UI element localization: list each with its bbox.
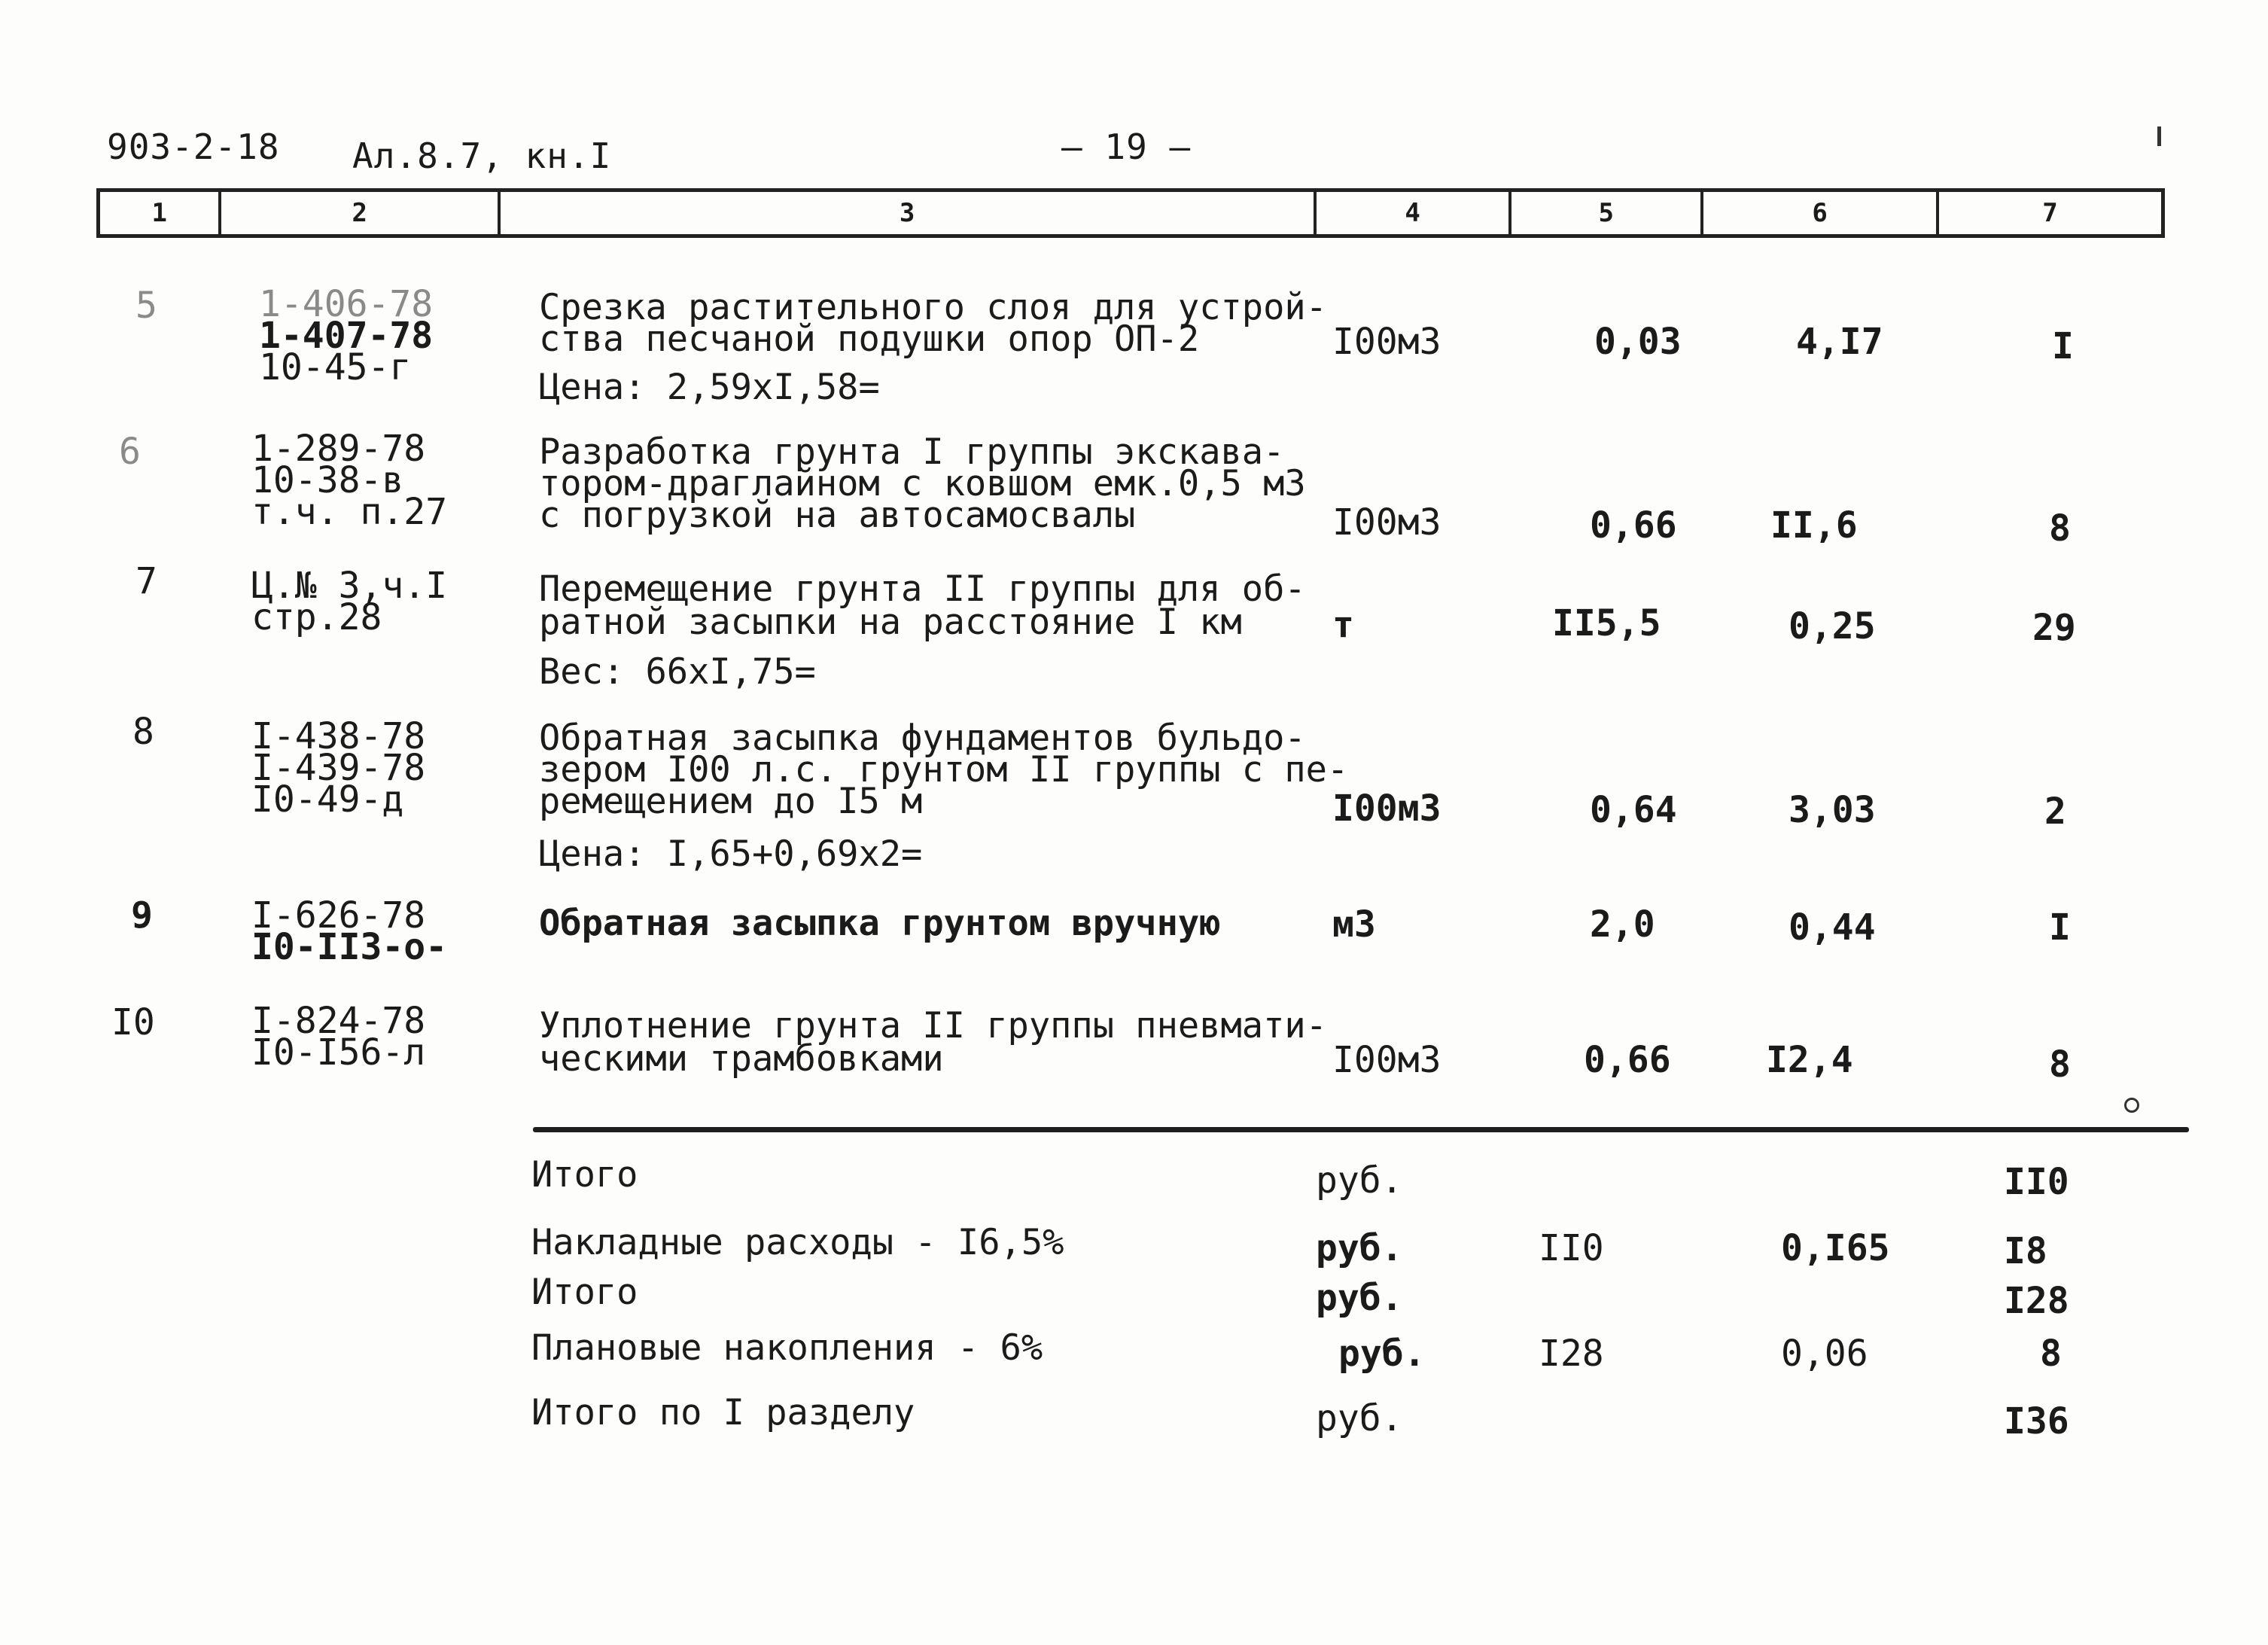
totals-value: I28 bbox=[2004, 1280, 2069, 1322]
totals-label: Итого bbox=[531, 1272, 638, 1313]
totals-label: Итого по I разделу bbox=[531, 1392, 915, 1433]
column-header-2: 2 bbox=[221, 192, 501, 234]
totals-value: I8 bbox=[2004, 1230, 2047, 1272]
row-unit: I00м3 bbox=[1332, 321, 1441, 363]
row-code: т.ч. п.27 bbox=[251, 491, 448, 533]
row-unit: м3 bbox=[1332, 903, 1376, 946]
row-code: стр.28 bbox=[251, 596, 382, 638]
scan-dot bbox=[2124, 1098, 2139, 1113]
column-header-6: 6 bbox=[1703, 192, 1939, 234]
row-unit-price: 4,I7 bbox=[1796, 321, 1883, 363]
row-description: Срезка растительного слоя для устрой- bbox=[539, 287, 1327, 328]
row-description: ратной засыпки на расстояние I км bbox=[539, 602, 1242, 643]
row-code: 1-289-78 bbox=[251, 428, 426, 470]
totals-value: II0 bbox=[2004, 1161, 2069, 1203]
row-total: 2 bbox=[2044, 791, 2066, 833]
row-code: I-824-78 bbox=[251, 1000, 426, 1042]
row-quantity: 2,0 bbox=[1590, 903, 1655, 946]
row-total: 8 bbox=[2049, 507, 2071, 550]
corner-mark bbox=[2157, 126, 2161, 146]
row-number: I0 bbox=[111, 1001, 155, 1043]
totals-rate: 0,06 bbox=[1781, 1333, 1868, 1375]
row-code: 1-406-78 bbox=[259, 283, 434, 325]
row-code: I-439-78 bbox=[251, 747, 426, 789]
row-unit: т bbox=[1332, 604, 1354, 646]
row-description: ческими трамбовками bbox=[539, 1038, 944, 1080]
totals-rate: 0,I65 bbox=[1781, 1227, 1890, 1269]
row-unit-price: II,6 bbox=[1770, 504, 1858, 547]
row-quantity: 0,64 bbox=[1590, 789, 1677, 831]
column-header-4: 4 bbox=[1317, 192, 1511, 234]
row-number: 8 bbox=[132, 711, 154, 753]
totals-value: 8 bbox=[2040, 1333, 2062, 1375]
row-description: Разработка грунта I группы экскава- bbox=[539, 431, 1285, 473]
row-description: ремещением до I5 м bbox=[539, 781, 923, 822]
row-code: I0-I56-л bbox=[251, 1031, 426, 1074]
row-number: 9 bbox=[131, 894, 153, 937]
row-description: с погрузкой на автосамосвалы bbox=[539, 495, 1136, 536]
row-code: I-626-78 bbox=[251, 894, 426, 937]
row-code: I-438-78 bbox=[251, 715, 426, 757]
column-header-3: 3 bbox=[501, 192, 1317, 234]
row-description: Обратная засыпка фундаментов бульдо- bbox=[539, 717, 1306, 759]
column-header-5: 5 bbox=[1511, 192, 1703, 234]
totals-label: Итого bbox=[531, 1154, 638, 1196]
row-code: I0-II3-о- bbox=[251, 926, 448, 968]
row-price-note: Цена: 2,59хI,58= bbox=[539, 367, 880, 408]
totals-base: I28 bbox=[1539, 1333, 1604, 1375]
row-total: I bbox=[2049, 906, 2071, 949]
column-header-row bbox=[96, 188, 2165, 238]
totals-unit: руб. bbox=[1338, 1333, 1426, 1375]
row-description: Обратная засыпка грунтом вручную bbox=[539, 903, 1221, 944]
column-header-7: 7 bbox=[2042, 198, 2058, 228]
row-description: Перемещение грунта II группы для об- bbox=[539, 568, 1306, 610]
row-quantity: 0,66 bbox=[1590, 504, 1677, 547]
row-code: 1-407-78 bbox=[259, 315, 434, 357]
row-unit: I00м3 bbox=[1332, 501, 1441, 544]
totals-value: I36 bbox=[2004, 1400, 2069, 1442]
row-code: Ц.№ 3,ч.I bbox=[251, 565, 448, 607]
page-number: — 19 — bbox=[1061, 126, 1192, 167]
row-unit-price: 0,25 bbox=[1789, 605, 1876, 647]
row-number: 6 bbox=[119, 431, 141, 473]
row-quantity: II5,5 bbox=[1552, 602, 1661, 644]
row-total: 29 bbox=[2032, 607, 2076, 649]
row-description: ства песчаной подушки опор ОП-2 bbox=[539, 318, 1200, 360]
row-code: 10-38-в bbox=[251, 459, 404, 501]
row-total: 8 bbox=[2049, 1043, 2071, 1086]
row-unit: I00м3 bbox=[1332, 1039, 1441, 1081]
row-quantity: 0,66 bbox=[1584, 1039, 1671, 1081]
row-description: тором-драглайном с ковшом емк.0,5 м3 bbox=[539, 463, 1306, 504]
row-unit-price: 0,44 bbox=[1789, 906, 1876, 949]
row-number: 5 bbox=[135, 285, 157, 327]
row-description: зером I00 л.с. грунтом II группы с пе- bbox=[539, 749, 1349, 791]
row-weight-note: Вес: 66хI,75= bbox=[539, 651, 816, 693]
row-code: I0-49-д bbox=[251, 778, 404, 821]
totals-divider bbox=[533, 1127, 2189, 1132]
totals-unit: руб. bbox=[1316, 1277, 1403, 1319]
row-quantity: 0,03 bbox=[1594, 321, 1682, 363]
row-number: 7 bbox=[135, 560, 157, 602]
doc-code: 903-2-18 bbox=[107, 126, 280, 167]
album-ref: Ал.8.7, кн.I bbox=[352, 136, 612, 176]
row-unit-price: I2,4 bbox=[1766, 1039, 1853, 1081]
row-unit: I00м3 bbox=[1332, 787, 1441, 830]
totals-unit: руб. bbox=[1316, 1159, 1403, 1202]
row-description: Уплотнение грунта II группы пневмати- bbox=[539, 1005, 1327, 1046]
totals-unit: руб. bbox=[1316, 1397, 1403, 1439]
totals-label: Плановые накопления - 6% bbox=[531, 1327, 1043, 1369]
totals-label: Накладные расходы - I6,5% bbox=[531, 1222, 1064, 1263]
row-unit-price: 3,03 bbox=[1789, 789, 1876, 831]
column-header-1: 1 bbox=[100, 192, 221, 234]
row-price-note: Цена: I,65+0,69х2= bbox=[539, 833, 923, 875]
row-code: 10-45-г bbox=[259, 346, 412, 388]
row-total: I bbox=[2052, 325, 2074, 367]
totals-base: II0 bbox=[1539, 1227, 1604, 1269]
totals-unit: руб. bbox=[1316, 1227, 1403, 1269]
